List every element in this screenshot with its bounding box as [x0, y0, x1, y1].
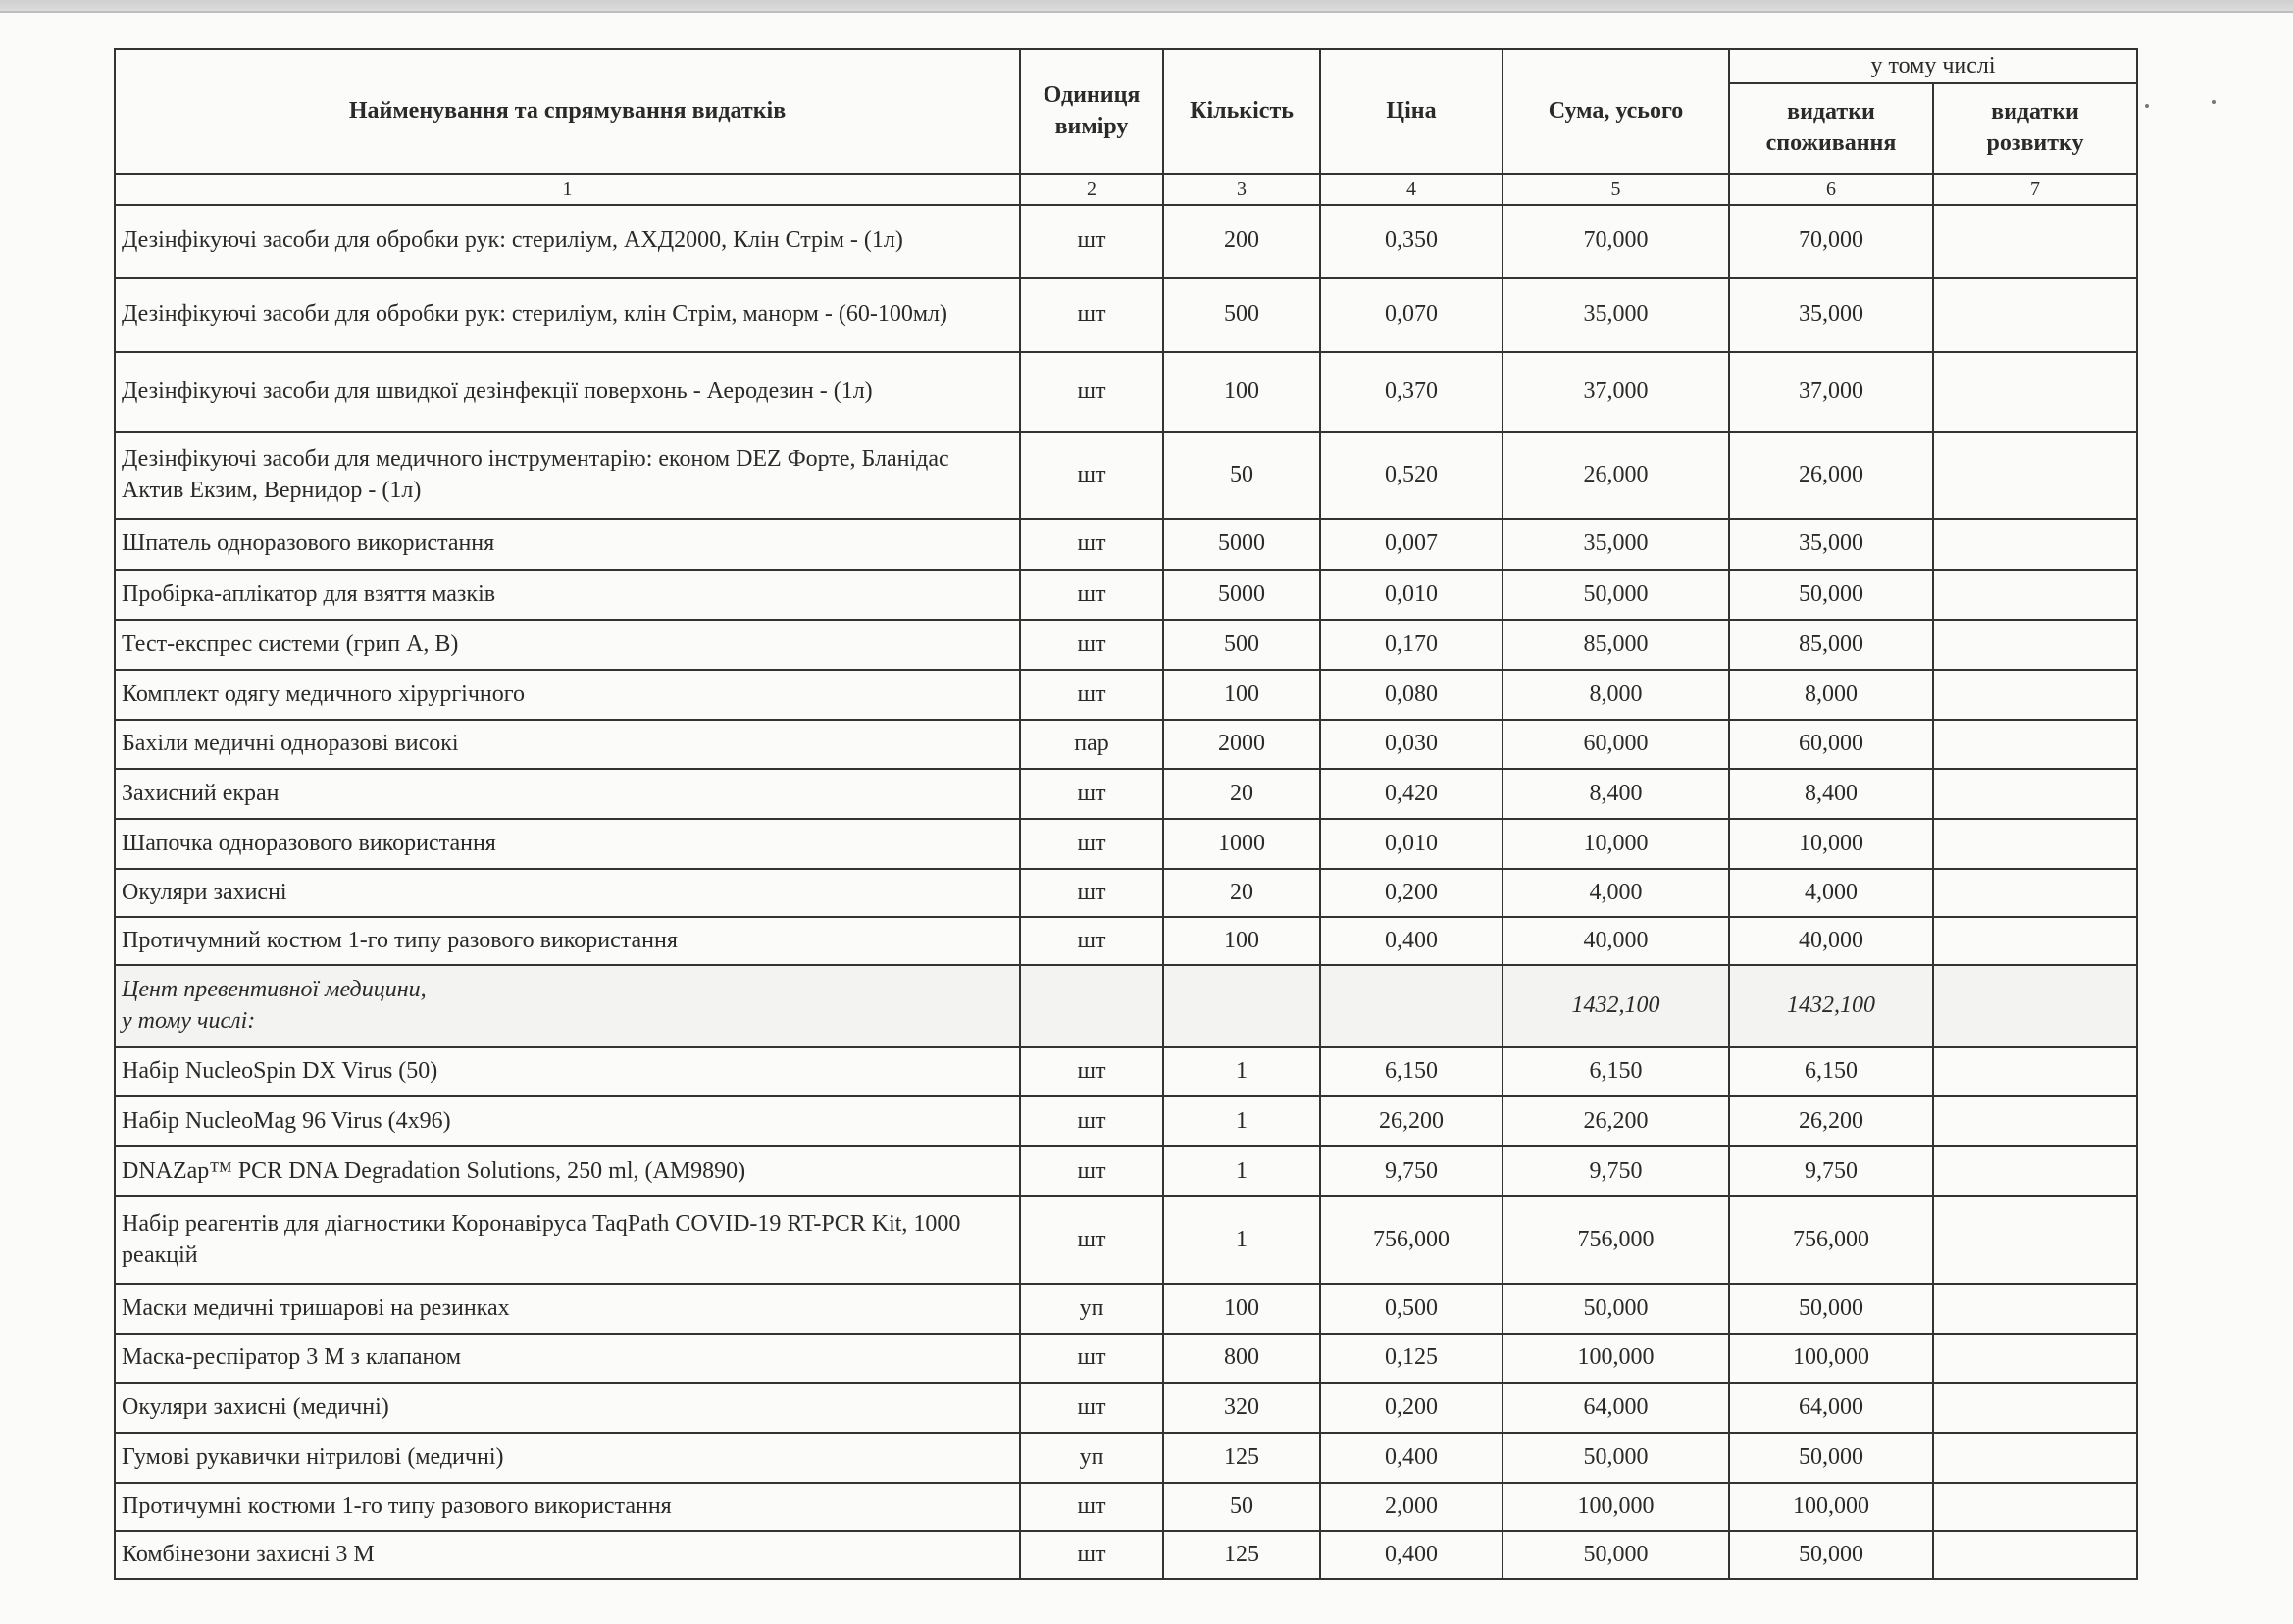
- cell-qty: 100: [1163, 670, 1320, 720]
- header-row-top: [115, 49, 2137, 83]
- cell-consumption: 85,000: [1729, 620, 1933, 670]
- cell-qty: 20: [1163, 769, 1320, 819]
- cell-qty: 1: [1163, 1047, 1320, 1096]
- cell-name: Захисний екран: [115, 769, 1020, 819]
- cell-name: Комбінезони захисні 3 М: [115, 1531, 1020, 1579]
- cell-unit: шт: [1020, 570, 1163, 620]
- cell-sum: 35,000: [1503, 278, 1729, 352]
- cell-sum: 60,000: [1503, 720, 1729, 769]
- cell-name: Дезінфікуючі засоби для обробки рук: стериліум, АХД2000, Клін Стрім - (1л): [115, 205, 1020, 278]
- cell-unit: шт: [1020, 819, 1163, 869]
- cell-price: 0,370: [1320, 352, 1503, 432]
- cell-price: 26,200: [1320, 1096, 1503, 1146]
- cell-name: DNAZap™ PCR DNA Degradation Solutions, 250 ml, (AM9890): [115, 1146, 1020, 1196]
- table-row: [115, 1096, 2137, 1146]
- table-row: [115, 819, 2137, 869]
- cell-sum: 9,750: [1503, 1146, 1729, 1196]
- cell-development: [1933, 1096, 2137, 1146]
- cell-price: 0,520: [1320, 432, 1503, 519]
- cell-sum: 8,000: [1503, 670, 1729, 720]
- table-row: [115, 1531, 2137, 1579]
- section-row: [115, 965, 2137, 1047]
- cell-qty: 5000: [1163, 570, 1320, 620]
- table-row: [115, 1047, 2137, 1096]
- cell-name: Окуляри захисні (медичні): [115, 1383, 1020, 1433]
- scan-speck: [2145, 104, 2149, 108]
- cell-consumption: 26,000: [1729, 432, 1933, 519]
- cell-qty: 1: [1163, 1146, 1320, 1196]
- cell-unit: шт: [1020, 1196, 1163, 1284]
- cell-unit: шт: [1020, 1334, 1163, 1383]
- cell-price: 0,200: [1320, 1383, 1503, 1433]
- cell-development: [1933, 1196, 2137, 1284]
- cell-consumption: 50,000: [1729, 570, 1933, 620]
- scan-speck: [2212, 100, 2216, 104]
- cell-sum: 40,000: [1503, 917, 1729, 965]
- section-subtitle: у тому числі:: [122, 1008, 256, 1034]
- cell-consumption: 9,750: [1729, 1146, 1933, 1196]
- table-row: [115, 570, 2137, 620]
- cell-name: Набір реагентів для діагностики Коронавіруса TaqPath COVID-19 RT-PCR Kit, 1000 реакцій: [115, 1196, 1020, 1284]
- cell-price: 0,200: [1320, 869, 1503, 917]
- header-sum: Сума, усього: [1503, 49, 1729, 174]
- cell-sum: 37,000: [1503, 352, 1729, 432]
- cell-qty: 800: [1163, 1334, 1320, 1383]
- cell-qty: 320: [1163, 1383, 1320, 1433]
- cell-unit: шт: [1020, 670, 1163, 720]
- cell-consumption: 26,200: [1729, 1096, 1933, 1146]
- cell-development: [1933, 670, 2137, 720]
- cell-consumption: 10,000: [1729, 819, 1933, 869]
- scanner-edge: [0, 0, 2293, 13]
- cell-unit: шт: [1020, 1383, 1163, 1433]
- cell-consumption: 70,000: [1729, 205, 1933, 278]
- cell-unit: шт: [1020, 205, 1163, 278]
- cell-unit: шт: [1020, 519, 1163, 570]
- cell-development: [1933, 278, 2137, 352]
- cell-development: [1933, 720, 2137, 769]
- cell-unit: шт: [1020, 352, 1163, 432]
- cell-unit: шт: [1020, 278, 1163, 352]
- cell-development: [1933, 1334, 2137, 1383]
- cell-development: [1933, 917, 2137, 965]
- cell-price: 2,000: [1320, 1483, 1503, 1531]
- cell-development: [1933, 570, 2137, 620]
- cell-price: 9,750: [1320, 1146, 1503, 1196]
- cell-name: Гумові рукавички нітрилові (медичні): [115, 1433, 1020, 1483]
- cell-price: 0,350: [1320, 205, 1503, 278]
- cell-unit: шт: [1020, 620, 1163, 670]
- cell-name: Шапочка одноразового використання: [115, 819, 1020, 869]
- cell-name: Пробірка-аплікатор для взяття мазків: [115, 570, 1020, 620]
- cell-qty: 500: [1163, 620, 1320, 670]
- cell-name: Шпатель одноразового використання: [115, 519, 1020, 570]
- cell-sum: 26,200: [1503, 1096, 1729, 1146]
- cell-price: 0,010: [1320, 570, 1503, 620]
- cell-sum: 100,000: [1503, 1334, 1729, 1383]
- cell-qty: 1: [1163, 1196, 1320, 1284]
- cell-sum: 8,400: [1503, 769, 1729, 819]
- cell-consumption: 100,000: [1729, 1334, 1933, 1383]
- cell-price: 0,007: [1320, 519, 1503, 570]
- cell-consumption: 756,000: [1729, 1196, 1933, 1284]
- cell-development: [1933, 769, 2137, 819]
- cell-qty: 50: [1163, 1483, 1320, 1531]
- cell-price: 0,420: [1320, 769, 1503, 819]
- cell-name: Комплект одягу медичного хірургічного: [115, 670, 1020, 720]
- cell-sum: 10,000: [1503, 819, 1729, 869]
- column-numbers-row: [115, 174, 2137, 205]
- cell-price: 0,500: [1320, 1284, 1503, 1334]
- cell-sum: 50,000: [1503, 1284, 1729, 1334]
- cell-unit: пар: [1020, 720, 1163, 769]
- cell-sum: 50,000: [1503, 1433, 1729, 1483]
- cell-consumption: 60,000: [1729, 720, 1933, 769]
- cell-development: [1933, 432, 2137, 519]
- table-row: [115, 278, 2137, 352]
- cell-qty: 100: [1163, 917, 1320, 965]
- cell-price: 6,150: [1320, 1047, 1503, 1096]
- header-consumption: видатки споживання: [1729, 83, 1933, 174]
- cell-qty: 1: [1163, 1096, 1320, 1146]
- cell-unit: шт: [1020, 1047, 1163, 1096]
- cell-consumption: 35,000: [1729, 519, 1933, 570]
- cell-qty: 2000: [1163, 720, 1320, 769]
- cell-price: 756,000: [1320, 1196, 1503, 1284]
- cell-development: [1933, 1383, 2137, 1433]
- cell-consumption: 1432,100: [1729, 965, 1933, 1047]
- table-row: [115, 1483, 2137, 1531]
- cell-sum: 64,000: [1503, 1383, 1729, 1433]
- cell-name: Дезінфікуючі засоби для обробки рук: стериліум, клін Стрім, манорм - (60-100мл): [115, 278, 1020, 352]
- cell-qty: 50: [1163, 432, 1320, 519]
- cell-development: [1933, 1047, 2137, 1096]
- cell-consumption: 8,000: [1729, 670, 1933, 720]
- cell-price: [1320, 965, 1503, 1047]
- cell-sum: 50,000: [1503, 570, 1729, 620]
- table-row: [115, 1146, 2137, 1196]
- cell-development: [1933, 1433, 2137, 1483]
- cell-development: [1933, 519, 2137, 570]
- table-row: [115, 1334, 2137, 1383]
- cell-price: 0,080: [1320, 670, 1503, 720]
- cell-consumption: 37,000: [1729, 352, 1933, 432]
- table-row: [115, 1284, 2137, 1334]
- header-including: у тому числі: [1729, 49, 2137, 83]
- cell-unit: шт: [1020, 1483, 1163, 1531]
- cell-sum: 70,000: [1503, 205, 1729, 278]
- table-row: [115, 432, 2137, 519]
- header-unit: Одиниця виміру: [1020, 49, 1163, 174]
- header-price: Ціна: [1320, 49, 1503, 174]
- cell-unit: шт: [1020, 917, 1163, 965]
- cell-qty: 100: [1163, 352, 1320, 432]
- table-row: [115, 670, 2137, 720]
- cell-unit: шт: [1020, 1096, 1163, 1146]
- cell-consumption: 6,150: [1729, 1047, 1933, 1096]
- cell-sum: 35,000: [1503, 519, 1729, 570]
- cell-name: Тест-експрес системи (грип А, В): [115, 620, 1020, 670]
- expenses-table: [114, 48, 2138, 1580]
- cell-name: Маска-респіратор 3 М з клапаном: [115, 1334, 1020, 1383]
- cell-name: Дезінфікуючі засоби для медичного інструментарію: економ DEZ Форте, Бланідас Актив Екзим, Вернидор - (1л): [115, 432, 1020, 519]
- table-row: [115, 1196, 2137, 1284]
- cell-development: [1933, 965, 2137, 1047]
- cell-name: Маски медичні тришарові на резинках: [115, 1284, 1020, 1334]
- cell-price: 0,030: [1320, 720, 1503, 769]
- cell-consumption: 100,000: [1729, 1483, 1933, 1531]
- cell-sum: 4,000: [1503, 869, 1729, 917]
- cell-unit: уп: [1020, 1433, 1163, 1483]
- column-number: 4: [1320, 174, 1503, 205]
- cell-development: [1933, 205, 2137, 278]
- cell-consumption: 50,000: [1729, 1433, 1933, 1483]
- cell-qty: 5000: [1163, 519, 1320, 570]
- table-row: [115, 519, 2137, 570]
- cell-sum: 6,150: [1503, 1047, 1729, 1096]
- cell-qty: 200: [1163, 205, 1320, 278]
- cell-name: [115, 965, 1020, 1047]
- table-row: [115, 869, 2137, 917]
- cell-sum: 756,000: [1503, 1196, 1729, 1284]
- cell-name: Протичумні костюми 1-го типу разового використання: [115, 1483, 1020, 1531]
- cell-unit: уп: [1020, 1284, 1163, 1334]
- cell-sum: 1432,100: [1503, 965, 1729, 1047]
- cell-name: Набір NucleoSpin DX Virus (50): [115, 1047, 1020, 1096]
- cell-consumption: 64,000: [1729, 1383, 1933, 1433]
- cell-name: Дезінфікуючі засоби для швидкої дезінфекції поверхонь - Аеродезин - (1л): [115, 352, 1020, 432]
- cell-qty: 100: [1163, 1284, 1320, 1334]
- table-row: [115, 352, 2137, 432]
- cell-unit: шт: [1020, 432, 1163, 519]
- cell-qty: 125: [1163, 1531, 1320, 1579]
- column-number: 1: [115, 174, 1020, 205]
- header-qty: Кількість: [1163, 49, 1320, 174]
- table-row: [115, 769, 2137, 819]
- column-number: 5: [1503, 174, 1729, 205]
- cell-unit: шт: [1020, 1531, 1163, 1579]
- cell-unit: шт: [1020, 1146, 1163, 1196]
- cell-consumption: 40,000: [1729, 917, 1933, 965]
- cell-name: Окуляри захисні: [115, 869, 1020, 917]
- cell-development: [1933, 1146, 2137, 1196]
- cell-sum: 50,000: [1503, 1531, 1729, 1579]
- cell-development: [1933, 1483, 2137, 1531]
- cell-name: Протичумний костюм 1-го типу разового використання: [115, 917, 1020, 965]
- cell-price: 0,070: [1320, 278, 1503, 352]
- cell-sum: 100,000: [1503, 1483, 1729, 1531]
- cell-qty: 1000: [1163, 819, 1320, 869]
- cell-price: 0,170: [1320, 620, 1503, 670]
- column-number: 3: [1163, 174, 1320, 205]
- cell-price: 0,010: [1320, 819, 1503, 869]
- column-number: 7: [1933, 174, 2137, 205]
- table-row: [115, 205, 2137, 278]
- cell-price: 0,400: [1320, 1433, 1503, 1483]
- cell-price: 0,400: [1320, 917, 1503, 965]
- cell-development: [1933, 1531, 2137, 1579]
- column-number: 6: [1729, 174, 1933, 205]
- cell-unit: шт: [1020, 769, 1163, 819]
- table-row: [115, 620, 2137, 670]
- header-name: Найменування та спрямування видатків: [115, 49, 1020, 174]
- cell-unit: шт: [1020, 869, 1163, 917]
- cell-consumption: 8,400: [1729, 769, 1933, 819]
- cell-consumption: 50,000: [1729, 1531, 1933, 1579]
- cell-sum: 85,000: [1503, 620, 1729, 670]
- cell-unit: [1020, 965, 1163, 1047]
- cell-qty: [1163, 965, 1320, 1047]
- table-row: [115, 720, 2137, 769]
- cell-development: [1933, 869, 2137, 917]
- cell-price: 0,125: [1320, 1334, 1503, 1383]
- cell-price: 0,400: [1320, 1531, 1503, 1579]
- cell-name: Бахіли медичні одноразові високі: [115, 720, 1020, 769]
- cell-consumption: 50,000: [1729, 1284, 1933, 1334]
- table-row: [115, 1383, 2137, 1433]
- column-number: 2: [1020, 174, 1163, 205]
- cell-development: [1933, 1284, 2137, 1334]
- cell-qty: 500: [1163, 278, 1320, 352]
- table-row: [115, 917, 2137, 965]
- section-title: Цент превентивної медицини,: [122, 977, 427, 1003]
- cell-development: [1933, 620, 2137, 670]
- cell-sum: 26,000: [1503, 432, 1729, 519]
- cell-consumption: 35,000: [1729, 278, 1933, 352]
- cell-development: [1933, 352, 2137, 432]
- cell-qty: 125: [1163, 1433, 1320, 1483]
- cell-qty: 20: [1163, 869, 1320, 917]
- table-row: [115, 1433, 2137, 1483]
- cell-consumption: 4,000: [1729, 869, 1933, 917]
- cell-development: [1933, 819, 2137, 869]
- header-development: видатки розвитку: [1933, 83, 2137, 174]
- cell-name: Набір NucleoMag 96 Virus (4x96): [115, 1096, 1020, 1146]
